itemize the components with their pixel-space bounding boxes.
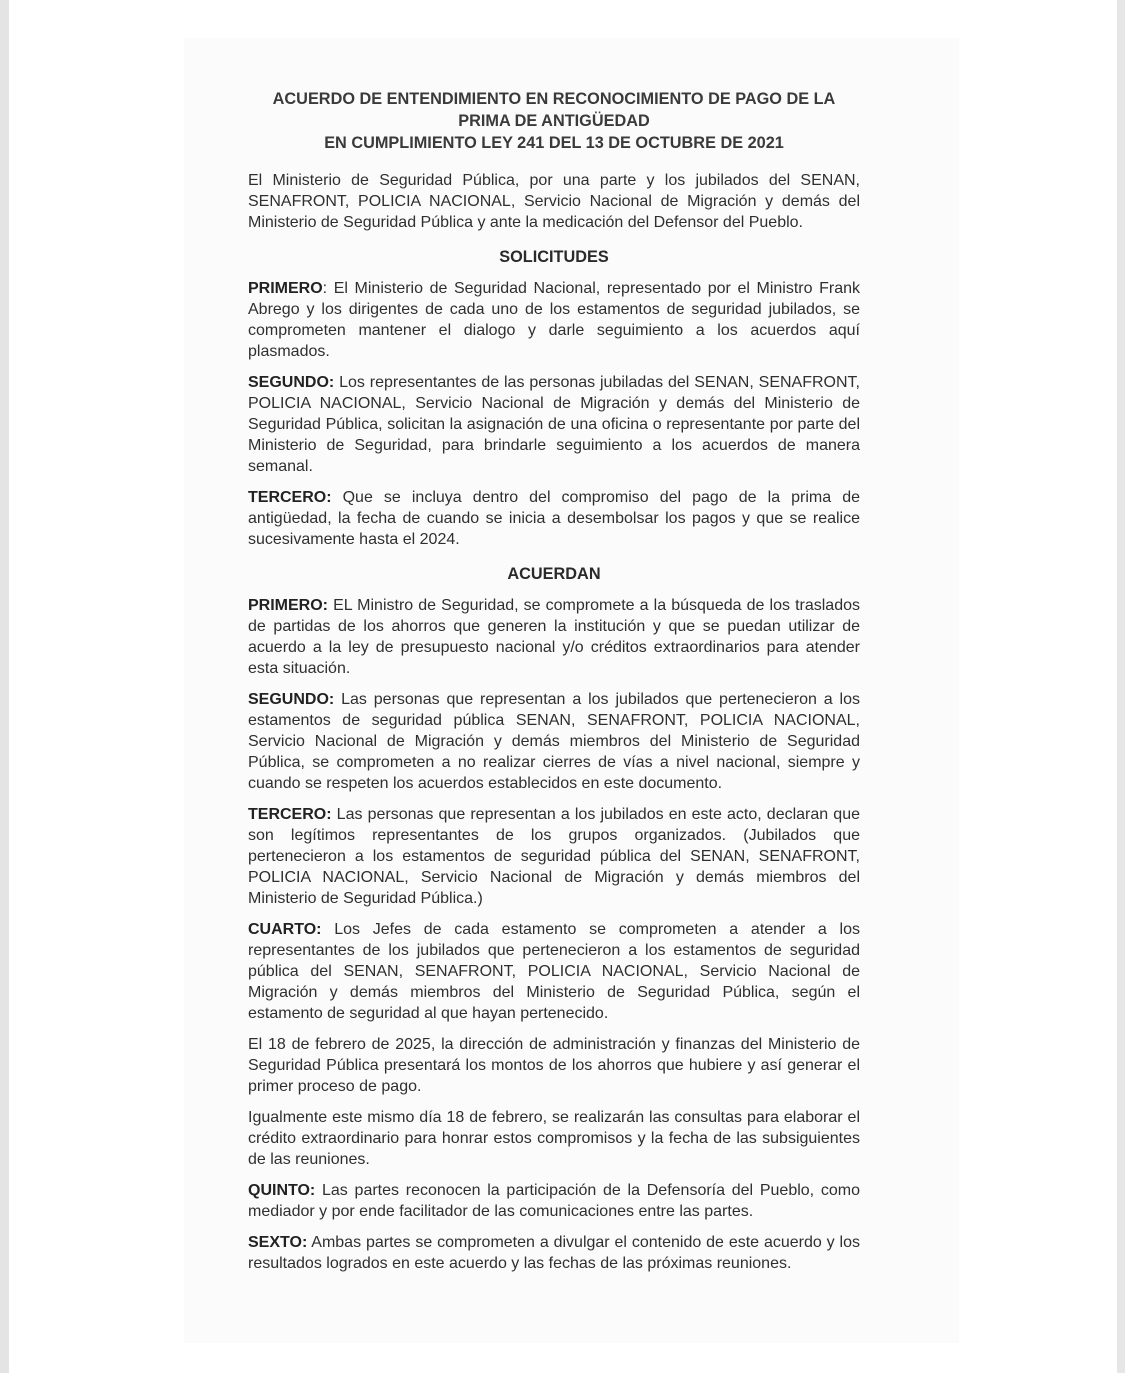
scanner-right-edge — [1117, 0, 1125, 1373]
solicitudes-heading: SOLICITUDES — [499, 248, 609, 266]
acuerdo-clause — [248, 1232, 860, 1274]
clause-text: : El Ministerio de Seguridad Nacional, representado por el Ministro Frank Abrego y los dirigentes de cada uno de los estamentos de seguridad jubilados, se comprometen mantener el dialogo y darle seguimiento a los acuerdos aquí plasmados. — [248, 280, 860, 360]
title-line: ACUERDO DE ENTENDIMIENTO EN RECONOCIMIENTO DE PAGO DE LA — [272, 90, 836, 108]
clause-label: PRIMERO: — [248, 597, 328, 614]
solicitud-clause — [248, 372, 860, 477]
clause-text: Que se incluya dentro del compromiso del pago de la prima de antigüedad, la fecha de cuando se inicia a desembolsar los pagos y que se realice sucesivamente hasta el 2024. — [248, 489, 860, 548]
clause-text: Las personas que representan a los jubilados que pertenecieron a los estamentos de seguridad pública SENAN, SENAFRONT, POLICIA NACIONAL, Servicio Nacional de Migración y demás miembros del Ministerio de Seguridad Pública, se comprometen a no realizar cierres de vías a nivel nacional, siempre y cuando se respeten los acuerdos establecidos en este documento. — [248, 691, 860, 792]
document-title — [248, 88, 860, 154]
clause-text: El 18 de febrero de 2025, la dirección de administración y finanzas del Ministerio de Seguridad Pública presentará los montos de los ahorros que hubiere y así generar el primer proceso de pago. — [248, 1036, 860, 1095]
clause-text: Las personas que representan a los jubilados en este acto, declaran que son legítimos representantes de los grupos organizados. (Jubilados que pertenecieron a los estamentos de seguridad pública del SENAN, SENAFRONT, POLICIA NACIONAL, Servicio Nacional de Migración y demás miembros del Ministerio de Seguridad Pública.) — [248, 806, 860, 907]
acuerdo-paragraph — [248, 1107, 860, 1170]
title-line: EN CUMPLIMIENTO LEY 241 DEL 13 DE OCTUBRE DE 2021 — [324, 134, 784, 152]
clause-label: SEGUNDO: — [248, 691, 335, 708]
clause-text: EL Ministro de Seguridad, se compromete a la búsqueda de los traslados de partidas de los ahorros que generen la institución y que se puedan utilizar de acuerdo a la ley de presupuesto nacional y/o créditos extraordinarios para atender esta situación. — [248, 597, 860, 677]
clause-label: PRIMERO — [248, 280, 323, 297]
clause-label: QUINTO: — [248, 1182, 316, 1199]
clause-text: Los Jefes de cada estamento se comprometen a atender a los representantes de los jubilados que pertenecieron a los estamentos de seguridad pública del SENAN, SENAFRONT, POLICIA NACIONAL, Servicio Nacional de Migración y demás miembros del Ministerio de Seguridad Pública, según el estamento de seguridad al que hayan pertenecido. — [248, 921, 860, 1022]
acuerdo-paragraph — [248, 1034, 860, 1097]
clause-text: Ambas partes se comprometen a divulgar el contenido de este acuerdo y los resultados logrados en este acuerdo y las fechas de las próximas reuniones. — [248, 1234, 860, 1272]
clause-label: SEXTO: — [248, 1234, 308, 1251]
clause-text: Igualmente este mismo día 18 de febrero, se realizarán las consultas para elaborar el crédito extraordinario para honrar estos compromisos y la fecha de las subsiguientes de las reuniones. — [248, 1109, 860, 1168]
clause-label: TERCERO: — [248, 806, 332, 823]
title-line: PRIMA DE ANTIGÜEDAD — [458, 112, 650, 130]
acuerdo-clause — [248, 595, 860, 679]
acuerdan-heading: ACUERDAN — [507, 565, 601, 583]
acuerdo-clause — [248, 1180, 860, 1222]
clause-text: Los representantes de las personas jubiladas del SENAN, SENAFRONT, POLICIA NACIONAL, Servicio Nacional de Migración y demás del Ministerio de Seguridad Pública, solicitan la asignación de una oficina o representante por parte del Ministerio de Seguridad, para brindarle seguimiento a los acuerdos de manera semanal. — [248, 374, 860, 475]
intro-paragraph: El Ministerio de Seguridad Pública, por una parte y los jubilados del SENAN, SENAFRONT, POLICIA NACIONAL, Servicio Nacional de Migración y demás del Ministerio de Seguridad Pública y ante la medicación del Defensor del Pueblo. — [248, 172, 860, 231]
clause-label: TERCERO: — [248, 489, 332, 506]
solicitud-clause — [248, 278, 860, 362]
acuerdo-clause — [248, 919, 860, 1024]
solicitud-clause — [248, 487, 860, 550]
acuerdo-clause — [248, 689, 860, 794]
document-body — [248, 88, 860, 1284]
scanner-left-edge — [0, 0, 9, 1373]
acuerdo-clause — [248, 804, 860, 909]
clause-text: Las partes reconocen la participación de la Defensoría del Pueblo, como mediador y por ende facilitador de las comunicaciones entre las partes. — [248, 1182, 860, 1220]
clause-label: SEGUNDO: — [248, 374, 335, 391]
clause-label: CUARTO: — [248, 921, 322, 938]
